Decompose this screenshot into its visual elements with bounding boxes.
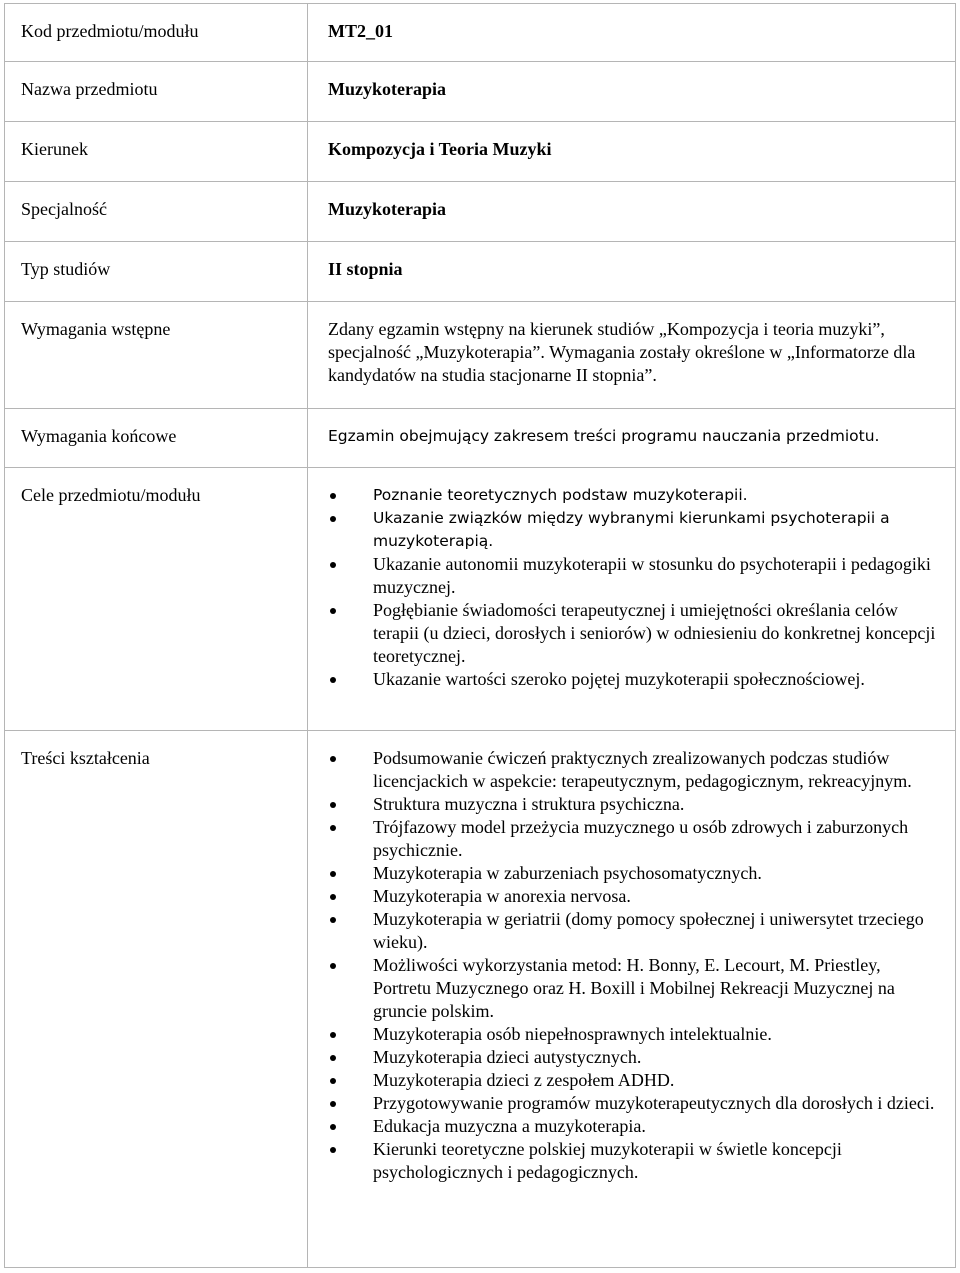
list-item: Poznanie teoretycznych podstaw muzykoterapii. bbox=[373, 484, 943, 507]
value-course-name: Muzykoterapia bbox=[308, 62, 956, 122]
row-field bbox=[5, 122, 956, 182]
label-course-name: Nazwa przedmiotu bbox=[5, 62, 308, 122]
value-course-code: MT2_01 bbox=[308, 4, 956, 62]
list-item: Ukazanie autonomii muzykoterapii w stosunku do psychoterapii i pedagogiki muzycznej. bbox=[373, 553, 943, 599]
value-course-content bbox=[308, 731, 956, 1268]
label-final-requirements: Wymagania końcowe bbox=[5, 409, 308, 468]
list-item: Muzykoterapia osób niepełnosprawnych intelektualnie. bbox=[373, 1023, 943, 1046]
value-field: Kompozycja i Teoria Muzyki bbox=[308, 122, 956, 182]
list-item: Muzykoterapia w anorexia nervosa. bbox=[373, 885, 943, 908]
label-course-content: Treści kształcenia bbox=[5, 731, 308, 1268]
list-item: Muzykoterapia w geriatrii (domy pomocy społecznej i uniwersytet trzeciego wieku). bbox=[373, 908, 943, 954]
list-item: Kierunki teoretyczne polskiej muzykoterapii w świetle koncepcji psychologicznych i pedagogicznych. bbox=[373, 1138, 943, 1184]
value-entry-requirements: Zdany egzamin wstępny na kierunek studiów „Kompozycja i teoria muzyki”, specjalność „Muzykoterapia”. Wymagania zostały określone w „Informatorze dla kandydatów na studia stacjonarne II stopnia”. bbox=[308, 302, 956, 409]
row-course-code bbox=[5, 4, 956, 62]
list-item: Trójfazowy model przeżycia muzycznego u osób zdrowych i zaburzonych psychicznie. bbox=[373, 816, 943, 862]
row-course-content bbox=[5, 731, 956, 1268]
label-field: Kierunek bbox=[5, 122, 308, 182]
label-course-code: Kod przedmiotu/modułu bbox=[5, 4, 308, 62]
list-item: Ukazanie wartości szeroko pojętej muzykoterapii społecznościowej. bbox=[373, 668, 943, 691]
row-course-goals bbox=[5, 468, 956, 731]
list-item: Muzykoterapia dzieci z zespołem ADHD. bbox=[373, 1069, 943, 1092]
value-final-requirements: Egzamin obejmujący zakresem treści programu nauczania przedmiotu. bbox=[308, 409, 956, 468]
row-study-type bbox=[5, 242, 956, 302]
list-item: Edukacja muzyczna a muzykoterapia. bbox=[373, 1115, 943, 1138]
goals-list bbox=[328, 484, 943, 691]
list-item: Muzykoterapia dzieci autystycznych. bbox=[373, 1046, 943, 1069]
row-specialty bbox=[5, 182, 956, 242]
list-item: Podsumowanie ćwiczeń praktycznych zrealizowanych podczas studiów licencjackich w aspekcie: terapeutycznym, pedagogicznym, rekreacyjnym. bbox=[373, 747, 943, 793]
list-item: Struktura muzyczna i struktura psychiczna. bbox=[373, 793, 943, 816]
row-course-name bbox=[5, 62, 956, 122]
list-item: Przygotowywanie programów muzykoterapeutycznych dla dorosłych i dzieci. bbox=[373, 1092, 943, 1115]
list-item: Ukazanie związków między wybranymi kierunkami psychoterapii a muzykoterapią. bbox=[373, 507, 943, 553]
label-specialty: Specjalność bbox=[5, 182, 308, 242]
label-entry-requirements: Wymagania wstępne bbox=[5, 302, 308, 409]
row-final-requirements bbox=[5, 409, 956, 468]
course-table bbox=[4, 3, 956, 1268]
value-specialty: Muzykoterapia bbox=[308, 182, 956, 242]
label-course-goals: Cele przedmiotu/modułu bbox=[5, 468, 308, 731]
label-study-type: Typ studiów bbox=[5, 242, 308, 302]
list-item: Możliwości wykorzystania metod: H. Bonny, E. Lecourt, M. Priestley, Portretu Muzycznego oraz H. Boxill i Mobilnej Rekreacji Muzycznej na gruncie polskim. bbox=[373, 954, 943, 1023]
row-entry-requirements bbox=[5, 302, 956, 409]
list-item: Muzykoterapia w zaburzeniach psychosomatycznych. bbox=[373, 862, 943, 885]
list-item: Pogłębianie świadomości terapeutycznej i umiejętności określania celów terapii (u dzieci, dorosłych i seniorów) w odniesieniu do konkretnej koncepcji teoretycznej. bbox=[373, 599, 943, 668]
content-list bbox=[328, 747, 943, 1184]
value-course-goals bbox=[308, 468, 956, 731]
value-study-type: II stopnia bbox=[308, 242, 956, 302]
